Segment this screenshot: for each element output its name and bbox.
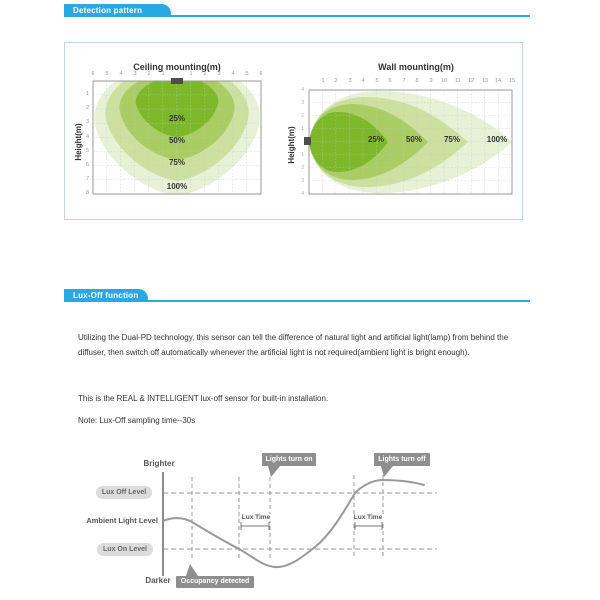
ceiling-xtick: 5	[105, 71, 109, 77]
wall-xtick: 1	[321, 78, 325, 84]
luxoff-statement: This is the REAL & INTELLIGENT lux-off sensor for built-in installation.	[78, 394, 329, 403]
ceiling-xtick: 1	[189, 71, 193, 77]
ceiling-ytick: 8	[85, 190, 89, 196]
occupancy-callout-tail	[186, 564, 198, 576]
wall-ytick: 3	[301, 178, 304, 184]
wall-xtick: 4	[361, 78, 365, 84]
lights-turn-off-badge: Lights turn off	[374, 453, 430, 466]
section-title-detection: Detection pattern	[73, 6, 143, 15]
wall-xtick: 12	[467, 78, 475, 84]
wall-sensor-icon	[304, 137, 311, 145]
ceiling-zone-label-75: 75%	[168, 158, 185, 167]
ambient-light-level-label: Ambient Light Level	[86, 516, 158, 525]
wall-xtick: 10	[440, 78, 448, 84]
wall-ytick: 1	[301, 126, 304, 132]
lux-time-label-a: Lux Time	[241, 514, 271, 521]
wall-zone-label-100: 100%	[486, 135, 508, 144]
wall-xtick: 8	[415, 78, 419, 84]
ceiling-xtick: 2	[203, 71, 207, 77]
ceiling-xtick: 4	[119, 71, 123, 77]
occupancy-detected-badge: Occupancy detected	[176, 576, 254, 588]
ceiling-xtick: 2	[147, 71, 151, 77]
ceiling-ytick: 3	[85, 119, 89, 125]
ceiling-ytick: 2	[85, 105, 89, 111]
wall-ytick: 4	[301, 191, 304, 197]
ceiling-xtick: 3	[217, 71, 221, 77]
wall-ytick: 1	[301, 152, 304, 158]
ceiling-ytick: 6	[85, 162, 89, 168]
ceiling-xtick: 6	[259, 71, 263, 77]
wall-yaxis-label: Height(m)	[287, 126, 296, 164]
section-title-luxoff: Lux-Off function	[73, 291, 139, 300]
wall-zone-label-75: 75%	[443, 135, 460, 144]
ceiling-ytick: 7	[85, 176, 89, 182]
ceiling-xtick: 1	[161, 71, 165, 77]
banner-underline-luxoff	[64, 300, 530, 302]
ceiling-xtick: 3	[133, 71, 137, 77]
wall-xtick: 5	[375, 78, 379, 84]
ceiling-yaxis-label: Height(m)	[74, 123, 83, 161]
wall-zone-label-25: 25%	[367, 135, 384, 144]
wall-ytick: 3	[301, 100, 304, 106]
ceiling-xtick: 4	[231, 71, 235, 77]
ceiling-sensor-icon	[171, 78, 183, 84]
luxoff-note: Note: Lux-Off sampling time--30s	[78, 416, 196, 425]
brighter-label: Brighter	[143, 459, 175, 468]
ceiling-ytick: 4	[85, 134, 89, 140]
lux-on-level-pill: Lux On Level	[97, 543, 153, 556]
lux-time-label-b: Lux Time	[353, 514, 383, 521]
lights-on-callout-tail	[268, 466, 280, 477]
wall-zone-label-50: 50%	[405, 135, 422, 144]
ceiling-zone-label-100: 100%	[166, 182, 188, 191]
ceiling-chart-title: Ceiling mounting(m)	[133, 62, 221, 72]
wall-ytick: 2	[301, 113, 304, 119]
banner-underline-detection	[64, 15, 530, 17]
ceiling-ytick: 1	[85, 91, 89, 97]
wall-chart-title: Wall mounting(m)	[378, 62, 454, 72]
wall-xtick: 2	[334, 78, 338, 84]
wall-ytick: 2	[301, 165, 304, 171]
lux-time-bracket-b	[355, 522, 382, 530]
wall-xtick: 9	[429, 78, 433, 84]
darker-label: Darker	[145, 576, 171, 585]
wall-ytick: 4	[301, 87, 304, 93]
wall-xtick: 6	[388, 78, 392, 84]
lux-time-bracket-a	[241, 522, 269, 530]
ceiling-zone-label-25: 25%	[168, 114, 185, 123]
wall-xtick: 14	[494, 78, 502, 84]
ceiling-xtick: 5	[245, 71, 249, 77]
wall-xtick: 15	[508, 78, 516, 84]
luxoff-paragraph: Utilizing the Dual-PD technology, this sensor can tell the difference of natural light and artificial light(lamp) from behind the diffuser, then switch off automatically whenever the artificial light is not required(ambient light is bright enough).	[78, 333, 509, 357]
wall-xtick: 13	[481, 78, 489, 84]
ceiling-xtick: 6	[91, 71, 95, 77]
ceiling-zone-label-50: 50%	[168, 136, 185, 145]
ceiling-ytick: 5	[85, 148, 89, 154]
lux-off-level-pill: Lux Off Level	[96, 486, 152, 499]
wall-xtick: 11	[455, 78, 461, 84]
lights-turn-on-badge: Lights turn on	[262, 453, 316, 466]
wall-xtick: 3	[348, 78, 352, 84]
wall-xtick: 7	[402, 78, 406, 84]
